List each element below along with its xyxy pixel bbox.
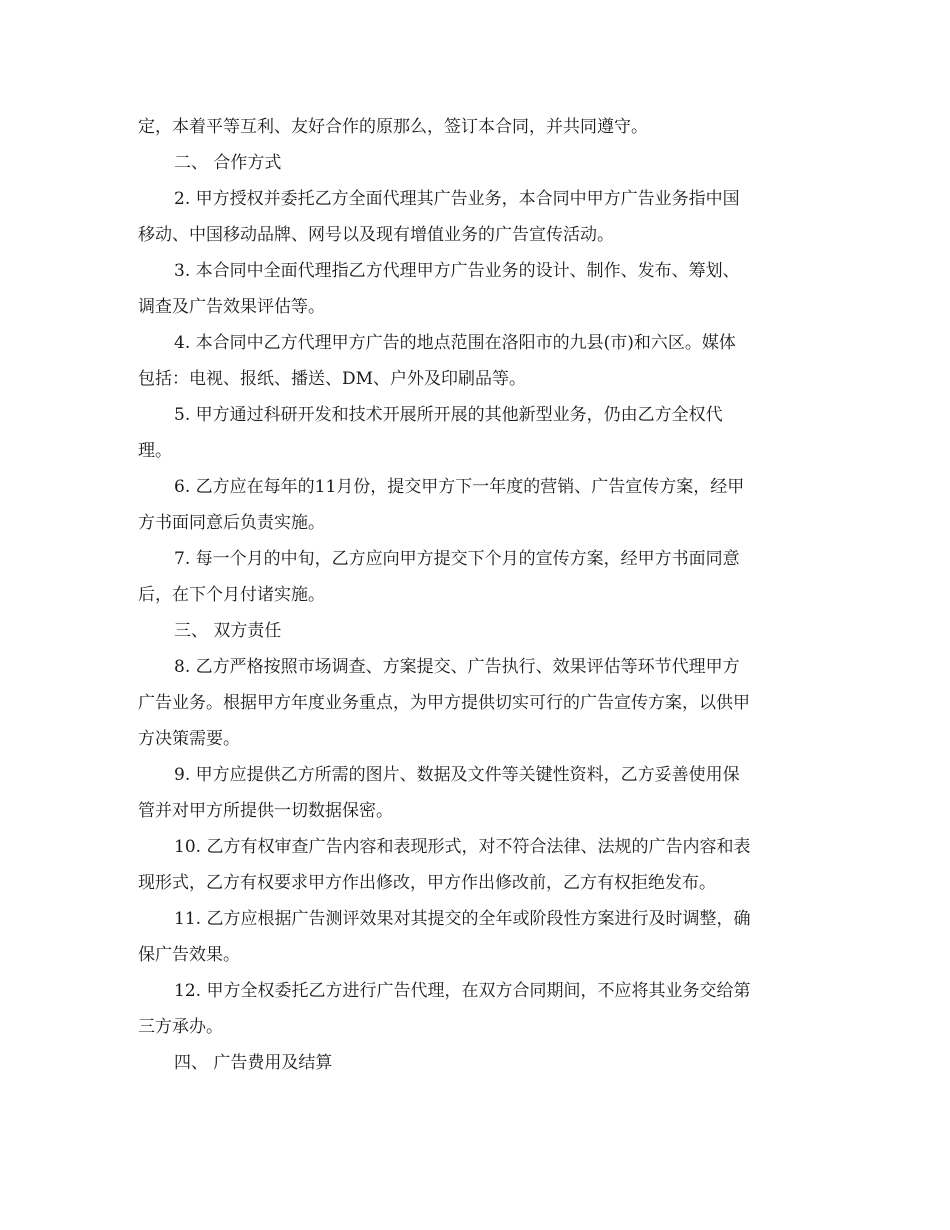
paragraph-line: 三方承办。 (138, 1017, 223, 1037)
paragraph-line: 包括：电视、报纸、播送、DM、户外及印刷品等。 (138, 369, 527, 389)
paragraph-line: 3. 本合同中全面代理指乙方代理甲方广告业务的设计、制作、发布、筹划、 (174, 261, 740, 281)
paragraph-line: 管并对甲方所提供一切数据保密。 (138, 801, 393, 821)
paragraph-line: 8. 乙方严格按照市场调查、方案提交、广告执行、效果评估等环节代理甲方 (174, 657, 740, 677)
paragraph-line: 定，本着平等互利、友好合作的原那么，签订本合同，并共同遵守。 (138, 117, 648, 137)
section-heading: 四、 广告费用及结算 (174, 1053, 333, 1073)
paragraph-line: 4. 本合同中乙方代理甲方广告的地点范围在洛阳市的九县(市)和六区。媒体 (174, 333, 736, 353)
paragraph-line: 5. 甲方通过科研开发和技术开展所开展的其他新型业务，仍由乙方全权代 (174, 405, 723, 425)
paragraph-line: 方书面同意后负责实施。 (138, 513, 325, 533)
paragraph-line: 10. 乙方有权审查广告内容和表现形式，对不符合法律、法规的广告内容和表 (174, 837, 751, 857)
paragraph-line: 移动、中国移动品牌、网号以及现有增值业务的广告宣传活动。 (138, 225, 614, 245)
paragraph-line: 9. 甲方应提供乙方所需的图片、数据及文件等关键性资料，乙方妥善使用保 (174, 765, 740, 785)
paragraph-line: 理。 (138, 441, 172, 461)
paragraph-line: 保广告效果。 (138, 945, 240, 965)
paragraph-line: 7. 每一个月的中旬，乙方应向甲方提交下个月的宣传方案，经甲方书面同意 (174, 549, 740, 569)
paragraph-line: 方决策需要。 (138, 729, 240, 749)
paragraph-line: 后，在下个月付诸实施。 (138, 585, 325, 605)
paragraph-line: 6. 乙方应在每年的11月份，提交甲方下一年度的营销、广告宣传方案，经甲 (174, 477, 745, 497)
paragraph-line: 现形式，乙方有权要求甲方作出修改，甲方作出修改前，乙方有权拒绝发布。 (138, 873, 716, 893)
paragraph-line: 2. 甲方授权并委托乙方全面代理其广告业务，本合同中甲方广告业务指中国 (174, 189, 740, 209)
section-heading: 三、 双方责任 (174, 621, 282, 641)
paragraph-line: 调查及广告效果评估等。 (138, 297, 325, 317)
paragraph-line: 广告业务。根据甲方年度业务重点，为甲方提供切实可行的广告宣传方案，以供甲 (138, 693, 750, 713)
paragraph-line: 11. 乙方应根据广告测评效果对其提交的全年或阶段性方案进行及时调整，确 (174, 909, 751, 929)
section-heading: 二、 合作方式 (174, 153, 282, 173)
paragraph-line: 12. 甲方全权委托乙方进行广告代理，在双方合同期间，不应将其业务交给第 (174, 981, 751, 1001)
